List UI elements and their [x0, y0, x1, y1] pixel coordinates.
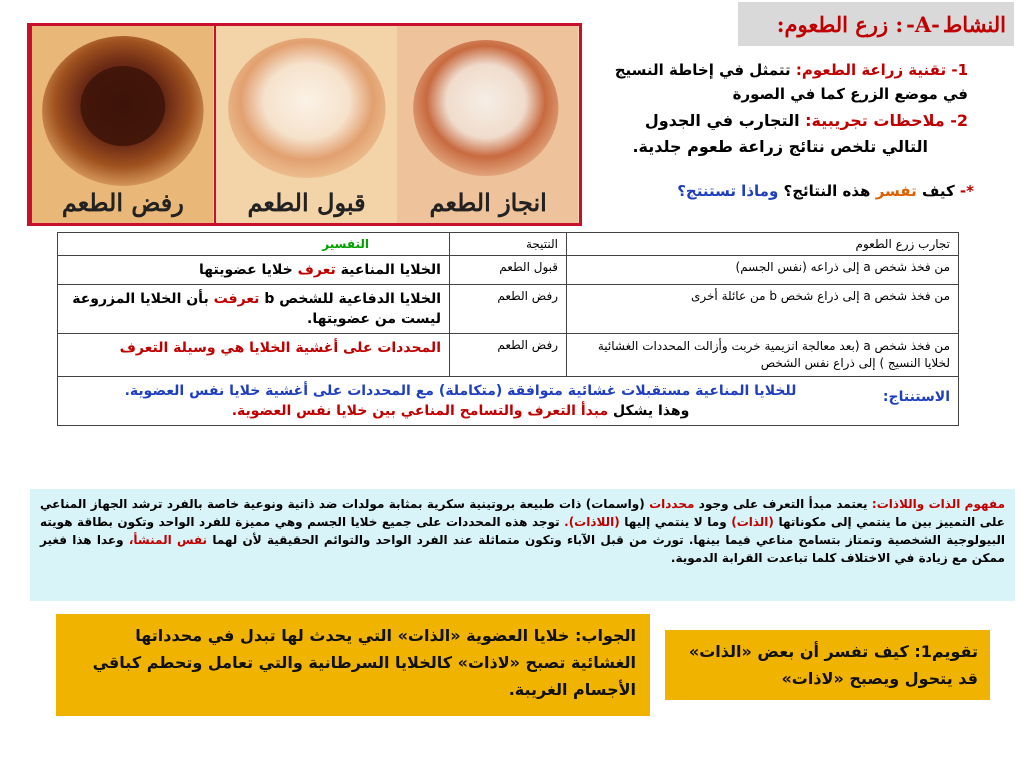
- item-technique: [528, 58, 968, 106]
- title-letter: -A-: [906, 11, 940, 37]
- graft-photos: [27, 23, 582, 226]
- row1-experiment: من فخذ شخص a إلى ذراعه (نفس الجسم): [567, 256, 959, 285]
- item1-text1: تتمثل في إخاطة النسيج: [614, 61, 791, 79]
- row3-experiment: من فخذ شخص a (بعد معالجة انزيمية خربت وأزالت المحددات الغشائية لخلايا النسيج ) إلى ذراع نفس الشخص: [567, 334, 959, 377]
- question-w3: هذه النتائج؟: [783, 182, 871, 200]
- row2-i3: بأن الخلايا المزروعة ليست من عضويتها.: [72, 291, 441, 327]
- conclusion-label: الاستنتاج:: [882, 389, 950, 405]
- concept-t9: وعدا هذا فغير ممكن مع زيادة في الاختلاف كلما تباعدت القرابة الدموية.: [40, 533, 1005, 565]
- row2-experiment: من فخذ شخص a إلى ذراع شخص b من عائلة أخرى: [567, 285, 959, 334]
- answer-text: خلايا العضوية «الذات» التي يحدث لها تبدل في محدداتها الغشائية تصبح «لاذات» كالخلايا السرطانية والتي تعامل وتحطم كباقي الأجسام الغريبة.: [92, 626, 636, 699]
- row1-i2: تعرف: [297, 262, 336, 278]
- title-prefix: النشاط: [942, 11, 1006, 37]
- concept-t6: (اللاذات).: [564, 515, 620, 529]
- item1-text2: في موضع الزرع كما في الصورة: [732, 85, 968, 103]
- concept-t5: وما لا ينتمي إليها: [624, 515, 727, 529]
- concept-t8: نفس المنشأ،: [128, 533, 208, 547]
- table-row: [58, 285, 959, 334]
- item2-num: 2-: [950, 111, 968, 130]
- header-interpretation: التفسير: [58, 233, 450, 256]
- item2-label: ملاحظات تجريبية:: [805, 111, 945, 130]
- caption-acceptance: قبول الطعم: [247, 188, 366, 217]
- row2-i2: تعرفت: [213, 291, 260, 307]
- conclusion-line2b: مبدأ التعرف والتسامح المناعي بين خلايا نفس العضوية.: [231, 403, 609, 419]
- table-row: [58, 256, 959, 285]
- caption-completion: انجاز الطعم: [429, 188, 547, 217]
- evaluation-label: تقويم1:: [914, 642, 978, 661]
- conclusion-line2a: وهذا يشكل: [613, 403, 690, 419]
- answer-label: الجواب:: [574, 626, 636, 645]
- activity-title: [738, 2, 1014, 46]
- question-star: *-: [959, 182, 974, 200]
- item1-label: تقنية زراعة الطعوم:: [795, 61, 947, 79]
- row2-interpretation: [58, 285, 450, 334]
- photo-rejection: [30, 26, 214, 223]
- concept-t3: (واسمات) ذات طبيعة بروتينية سكرية بمثابة مولدات ضد ذاتية ونوعية خاصة بالفرد ترشد الجهاز المناعي على التمييز بين ما ينتمي إلى مكوناتها: [40, 497, 1005, 529]
- answer-box: [56, 614, 650, 716]
- concept-t1: يعتمد مبدأ التعرف على وجود: [698, 497, 868, 511]
- row2-i1: الخلايا الدفاعية للشخص b: [264, 291, 441, 307]
- concept-label: مفهوم الذات واللاذات:: [871, 497, 1005, 511]
- evaluation-box: [665, 630, 990, 700]
- title-suffix: : زرع الطعوم:: [776, 11, 904, 37]
- header-experiments: تجارب زرع الطعوم: [567, 233, 959, 256]
- question: [514, 182, 974, 200]
- conclusion-cell: [58, 377, 959, 426]
- evaluation-text: كيف تفسر أن بعض «الذات» قد يتحول ويصبح «لاذات»: [688, 642, 978, 688]
- row1-interpretation: [58, 256, 450, 285]
- row2-result: رفض الطعم: [450, 285, 567, 334]
- item-observations: [528, 108, 968, 160]
- header-result: النتيجة: [450, 233, 567, 256]
- row1-result: قبول الطعم: [450, 256, 567, 285]
- row3-result: رفض الطعم: [450, 334, 567, 377]
- table-row: [58, 334, 959, 377]
- row1-i3: خلايا عضويتها: [199, 262, 293, 278]
- concept-t7: توجد هذه المحددات على جميع خلايا الجسم وهي مميزة للفرد الواحد وتكون بطاقة هويته البيولوجية الشخصية وتمتاز بتسامح مناعي فيما بينها. تورث من قبل الآباء وتكون متماثلة عند الفرد الواحد والتوائم الحقيقية لأن لهما: [40, 515, 1005, 547]
- question-w1: كيف: [921, 182, 955, 200]
- question-w2: تفسر: [875, 182, 917, 200]
- question-w4: وماذا تستنتج؟: [677, 182, 779, 200]
- caption-rejection: رفض الطعم: [61, 188, 184, 217]
- item2-text1: التجارب في الجدول: [644, 111, 800, 130]
- item2-text2: التالي تلخص نتائج زراعة طعوم جلدية.: [632, 137, 928, 156]
- self-nonself-concept: [30, 489, 1015, 601]
- row1-i1: الخلايا المناعية: [340, 262, 441, 278]
- concept-t2: محددات: [649, 497, 695, 511]
- conclusion-line1: للخلايا المناعية مستقبلات غشائية متوافقة (متكاملة) مع المحددات على أغشية خلايا نفس العضوية.: [124, 383, 797, 399]
- grafts-table: [57, 232, 959, 426]
- item1-num: 1-: [951, 61, 968, 79]
- row3-interpretation: المحددات على أغشية الخلايا هي وسيلة التعرف: [58, 334, 450, 377]
- conclusion-row: [58, 377, 959, 426]
- table-header-row: [58, 233, 959, 256]
- photo-acceptance: [214, 26, 398, 223]
- concept-t4: (الذات): [731, 515, 774, 529]
